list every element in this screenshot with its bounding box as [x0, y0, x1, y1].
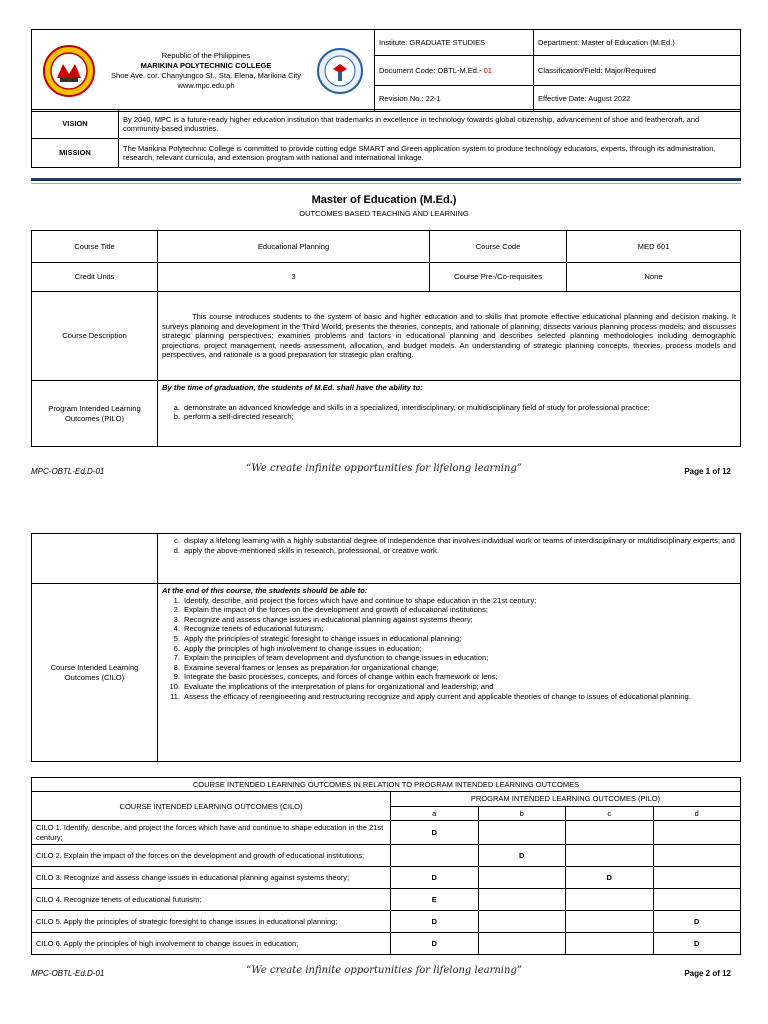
- credit-units-label: Credit Units: [32, 263, 158, 292]
- cilo-item: [162, 605, 736, 615]
- matrix-cell-d: D: [653, 933, 741, 955]
- matrix-cell-a: D: [391, 867, 479, 889]
- graduate-studies-seal-icon: [316, 47, 364, 95]
- matrix-cell-a: D: [391, 821, 479, 845]
- mission-label: MISSION: [32, 139, 119, 168]
- prereq-value: None: [567, 263, 741, 292]
- cilo-item-number: 7.: [173, 653, 180, 663]
- pilo-item-number: d.: [173, 545, 180, 555]
- program-title: Master of Education (M.Ed.): [311, 194, 457, 206]
- matrix-col-header-a: a: [391, 806, 479, 820]
- effective-date-cell: Effective Date: August 2022: [534, 86, 741, 112]
- cilo-item-number: 1.: [173, 595, 180, 605]
- college-website: www.mpc.edu.ph: [177, 80, 235, 90]
- institute-cell: Institute: GRADUATE STUDIES: [375, 30, 534, 56]
- matrix-cell-c: [566, 821, 654, 845]
- matrix-row-label: CILO 3. Recognize and assess change issues in educational planning against systems theory;: [32, 867, 391, 889]
- cilo-item: [162, 692, 736, 702]
- matrix-cell-d: [653, 845, 741, 867]
- matrix-cell-b: [478, 889, 566, 911]
- matrix-cilo-header: COURSE INTENDED LEARNING OUTCOMES (CILO): [32, 792, 391, 821]
- mission-text: The Marikina Polytechnic College is committed to provide cutting edge SMART and Green application system to produce technology educators, experts, through its administration, research, relevant curricula, and extension program with national and international linkage.: [119, 139, 741, 168]
- credit-units-value: 3: [158, 263, 430, 292]
- college-block: [32, 30, 375, 112]
- matrix-cell-a: D: [391, 911, 479, 933]
- matrix-row-label: CILO 2. Explain the impact of the forces on the development and growth of educational institutions;: [32, 845, 391, 867]
- footer-tagline-page2: “We create infinite opportunities for lifelong learning”: [246, 965, 522, 976]
- matrix-cell-d: [653, 821, 741, 845]
- matrix-cell-c: [566, 845, 654, 867]
- footer-code-page2: MPC-OBTL-Ed.D-01: [31, 969, 105, 978]
- pilo-label: Program Intended Learning Outcomes (PILO): [32, 381, 158, 447]
- vision-text: By 2040, MPC is a future-ready higher education institution that trademarks in excellence in technology towards global citizenship, advancement of shoe and leathercraft, and community-based industries.: [119, 110, 741, 139]
- matrix-cell-b: [478, 867, 566, 889]
- pilo-item: [162, 412, 736, 422]
- matrix-row-label: CILO 4. Recognize tenets of educational futurism;: [32, 889, 391, 911]
- header-divider-thin: [31, 183, 741, 184]
- matrix-cell-c: [566, 911, 654, 933]
- cilo-list: [162, 596, 736, 702]
- matrix-row: [32, 821, 741, 845]
- matrix-cell-a: [391, 845, 479, 867]
- cilo-item-text: Explain the impact of the forces on the development and growth of educational institutions;: [184, 605, 488, 615]
- matrix-row-label: CILO 6. Apply the principles of high involvement to change issues in education;: [32, 933, 391, 955]
- pilo-item-number: a.: [173, 402, 180, 412]
- cilo-item-number: 9.: [173, 672, 180, 682]
- revision-cell: Revision No.: 22-1: [375, 86, 534, 112]
- cilo-item: [162, 653, 736, 663]
- cilo-item: [162, 644, 736, 654]
- cilo-item: [162, 615, 736, 625]
- cilo-item: [162, 634, 736, 644]
- cilo-item-text: Integrate the basic processes, concepts, and forces of change within each framework or lens;: [184, 672, 498, 682]
- pilo-item-number: c.: [174, 536, 180, 545]
- pilo-item: [162, 546, 736, 556]
- matrix-col-header-c: c: [566, 806, 654, 820]
- page-number-2: Page 2 of 12: [684, 969, 731, 978]
- matrix-cell-b: [478, 821, 566, 845]
- college-address: Shoe Ave. cor. Chanyungco St., Sta. Elena, Marikina City: [111, 70, 301, 80]
- cilo-item-text: Recognize tenets of educational futurism;: [184, 624, 324, 634]
- matrix-cell-c: D: [566, 867, 654, 889]
- matrix-col-header-b: b: [478, 806, 566, 820]
- page-number-1: Page 1 of 12: [684, 467, 731, 476]
- cilo-item-text: Apply the principles of high involvement to change issues in education;: [184, 643, 422, 653]
- vision-label: VISION: [32, 110, 119, 139]
- pilo-list-continued: [162, 536, 736, 555]
- matrix-cell-c: [566, 889, 654, 911]
- matrix-row: [32, 933, 741, 955]
- matrix-pilo-header: PROGRAM INTENDED LEARNING OUTCOMES (PILO): [391, 792, 741, 806]
- cilo-item: [162, 663, 736, 673]
- pilo-item-text: display a lifelong learning with a highly substantial degree of independence that involves individual work or teams of interdisciplinary or multidisciplinary experts; and: [184, 536, 735, 545]
- doc-code-number: 01: [483, 66, 492, 75]
- cilo-item-number: 10.: [169, 681, 180, 691]
- document-header: [31, 29, 741, 112]
- cilo-item: [162, 672, 736, 682]
- matrix-row-label: CILO 5. Apply the principles of strategic foresight to change issues in educational planning;: [32, 911, 391, 933]
- cilo-item: [162, 596, 736, 606]
- matrix-row: [32, 911, 741, 933]
- doc-code-cell: [375, 56, 534, 86]
- matrix-row-label: CILO 1. Identify, describe, and project the forces which have and continue to shape education in the 21st century;: [32, 821, 391, 845]
- matrix-cell-a: D: [391, 933, 479, 955]
- matrix-row: [32, 889, 741, 911]
- footer-code-page1: MPC-OBTL-Ed.D-01: [31, 467, 105, 476]
- cilo-table: [31, 533, 741, 762]
- footer-tagline-page1: “We create infinite opportunities for lifelong learning”: [246, 463, 522, 474]
- department-cell: Department: Master of Education (M.Ed.): [534, 30, 741, 56]
- course-title-value: Educational Planning: [158, 231, 430, 263]
- matrix-cell-d: [653, 889, 741, 911]
- pilo-continued-label: [32, 534, 158, 584]
- matrix-title: COURSE INTENDED LEARNING OUTCOMES IN RELATION TO PROGRAM INTENDED LEARNING OUTCOMES: [32, 778, 741, 792]
- course-description-text: This course introduces students to the system of basic and higher education and to skills that promote effective educational planning and decision making. It surveys planning and development in the Third World; presents the theories, concepts, and rationale of planning; dissects various planning process models; and discusses strategic planning perspectives; examines problems and factors in educational planning and describes selected planning methodologies including demographic projections, project management, needs assessment, allocation, and budget models. An understanding of strategic planning concepts, theories, process models and perspectives, and rationale is a good preparation for strategic plan crafting.: [158, 292, 741, 381]
- header-divider: [31, 178, 741, 181]
- matrix-cell-b: [478, 911, 566, 933]
- matrix-cell-d: [653, 867, 741, 889]
- cilo-pilo-matrix: [31, 777, 741, 955]
- republic-text: Republic of the Philippines: [161, 50, 251, 60]
- doc-code-label: Document Code: OBTL-M.Ed.-: [379, 66, 484, 75]
- pilo-list: [162, 403, 736, 422]
- pilo-item-number: b.: [173, 412, 180, 422]
- matrix-cell-c: [566, 933, 654, 955]
- pilo-cell-page1: [158, 381, 741, 447]
- cilo-item-number: 5.: [173, 633, 180, 643]
- college-name: MARIKINA POLYTECHNIC COLLEGE: [140, 60, 272, 70]
- cilo-item-number: 6.: [173, 643, 180, 653]
- cilo-intro: At the end of this course, the students should be able to:: [162, 586, 368, 595]
- cilo-item-text: Examine several frames or lenses as preparation for organizational change;: [184, 662, 439, 672]
- pilo-cell-page2: [158, 534, 741, 584]
- course-info-table: [31, 230, 741, 447]
- cilo-item: [162, 624, 736, 634]
- pilo-item-text: apply the above-mentioned skills in research, professional, or creative work.: [184, 545, 439, 555]
- matrix-cell-b: [478, 933, 566, 955]
- cilo-item-text: Explain the principles of team development and dysfunction to change issues in education;: [184, 653, 489, 663]
- matrix-row: [32, 867, 741, 889]
- matrix-cell-a: E: [391, 889, 479, 911]
- matrix-col-header-d: d: [653, 806, 741, 820]
- course-title-label: Course Title: [32, 231, 158, 263]
- pilo-item: [162, 536, 736, 546]
- matrix-cell-d: D: [653, 911, 741, 933]
- pilo-intro: By the time of graduation, the students of M.Ed. shall have the ability to:: [162, 383, 423, 392]
- cilo-item-number: 3.: [173, 614, 180, 624]
- course-description-label: Course Description: [32, 292, 158, 381]
- mpc-logo-icon: [42, 44, 96, 98]
- classification-cell: Classification/Field: Major/Required: [534, 56, 741, 86]
- cilo-item-text: Apply the principles of strategic foresight to change issues in educational planning;: [184, 633, 462, 643]
- matrix-row: [32, 845, 741, 867]
- cilo-item: [162, 682, 736, 692]
- cilo-item-text: Evaluate the implications of the interpretation of plans for organizational and leadership; and: [184, 681, 494, 691]
- cilo-label: Course Intended Learning Outcomes (CILO): [32, 584, 158, 762]
- cilo-item-text: Assess the efficacy of reengineering and restructuring recognize and apply current and applicable theories of change to issues of educational planning.: [184, 691, 691, 701]
- vision-mission-table: [31, 109, 741, 168]
- course-code-value: MED 601: [567, 231, 741, 263]
- cilo-item-number: 2.: [173, 605, 180, 615]
- pilo-item: [162, 403, 736, 413]
- course-code-label: Course Code: [430, 231, 567, 263]
- pilo-item-text: demonstrate an advanced knowledge and skills in a specialized, interdisciplinary, or multidisciplinary field of study for professional practice;: [184, 402, 650, 412]
- cilo-item-text: Recognize and assess change issues in educational planning against systems theory;: [184, 614, 473, 624]
- cilo-item-number: 8.: [173, 662, 180, 672]
- program-subtitle: OUTCOMES BASED TEACHING AND LEARNING: [299, 209, 469, 218]
- prereq-label: Course Pre-/Co-requisites: [430, 263, 567, 292]
- cilo-item-number: 4.: [173, 624, 180, 634]
- cilo-item-text: Identify, describe, and project the forces which have and continue to shape education in the 21st century;: [184, 595, 537, 605]
- cilo-cell: [158, 584, 741, 762]
- pilo-item-text: perform a self-directed research;: [184, 412, 294, 422]
- cilo-item-number: 11.: [170, 691, 180, 701]
- matrix-cell-b: D: [478, 845, 566, 867]
- matrix-body: [32, 821, 741, 955]
